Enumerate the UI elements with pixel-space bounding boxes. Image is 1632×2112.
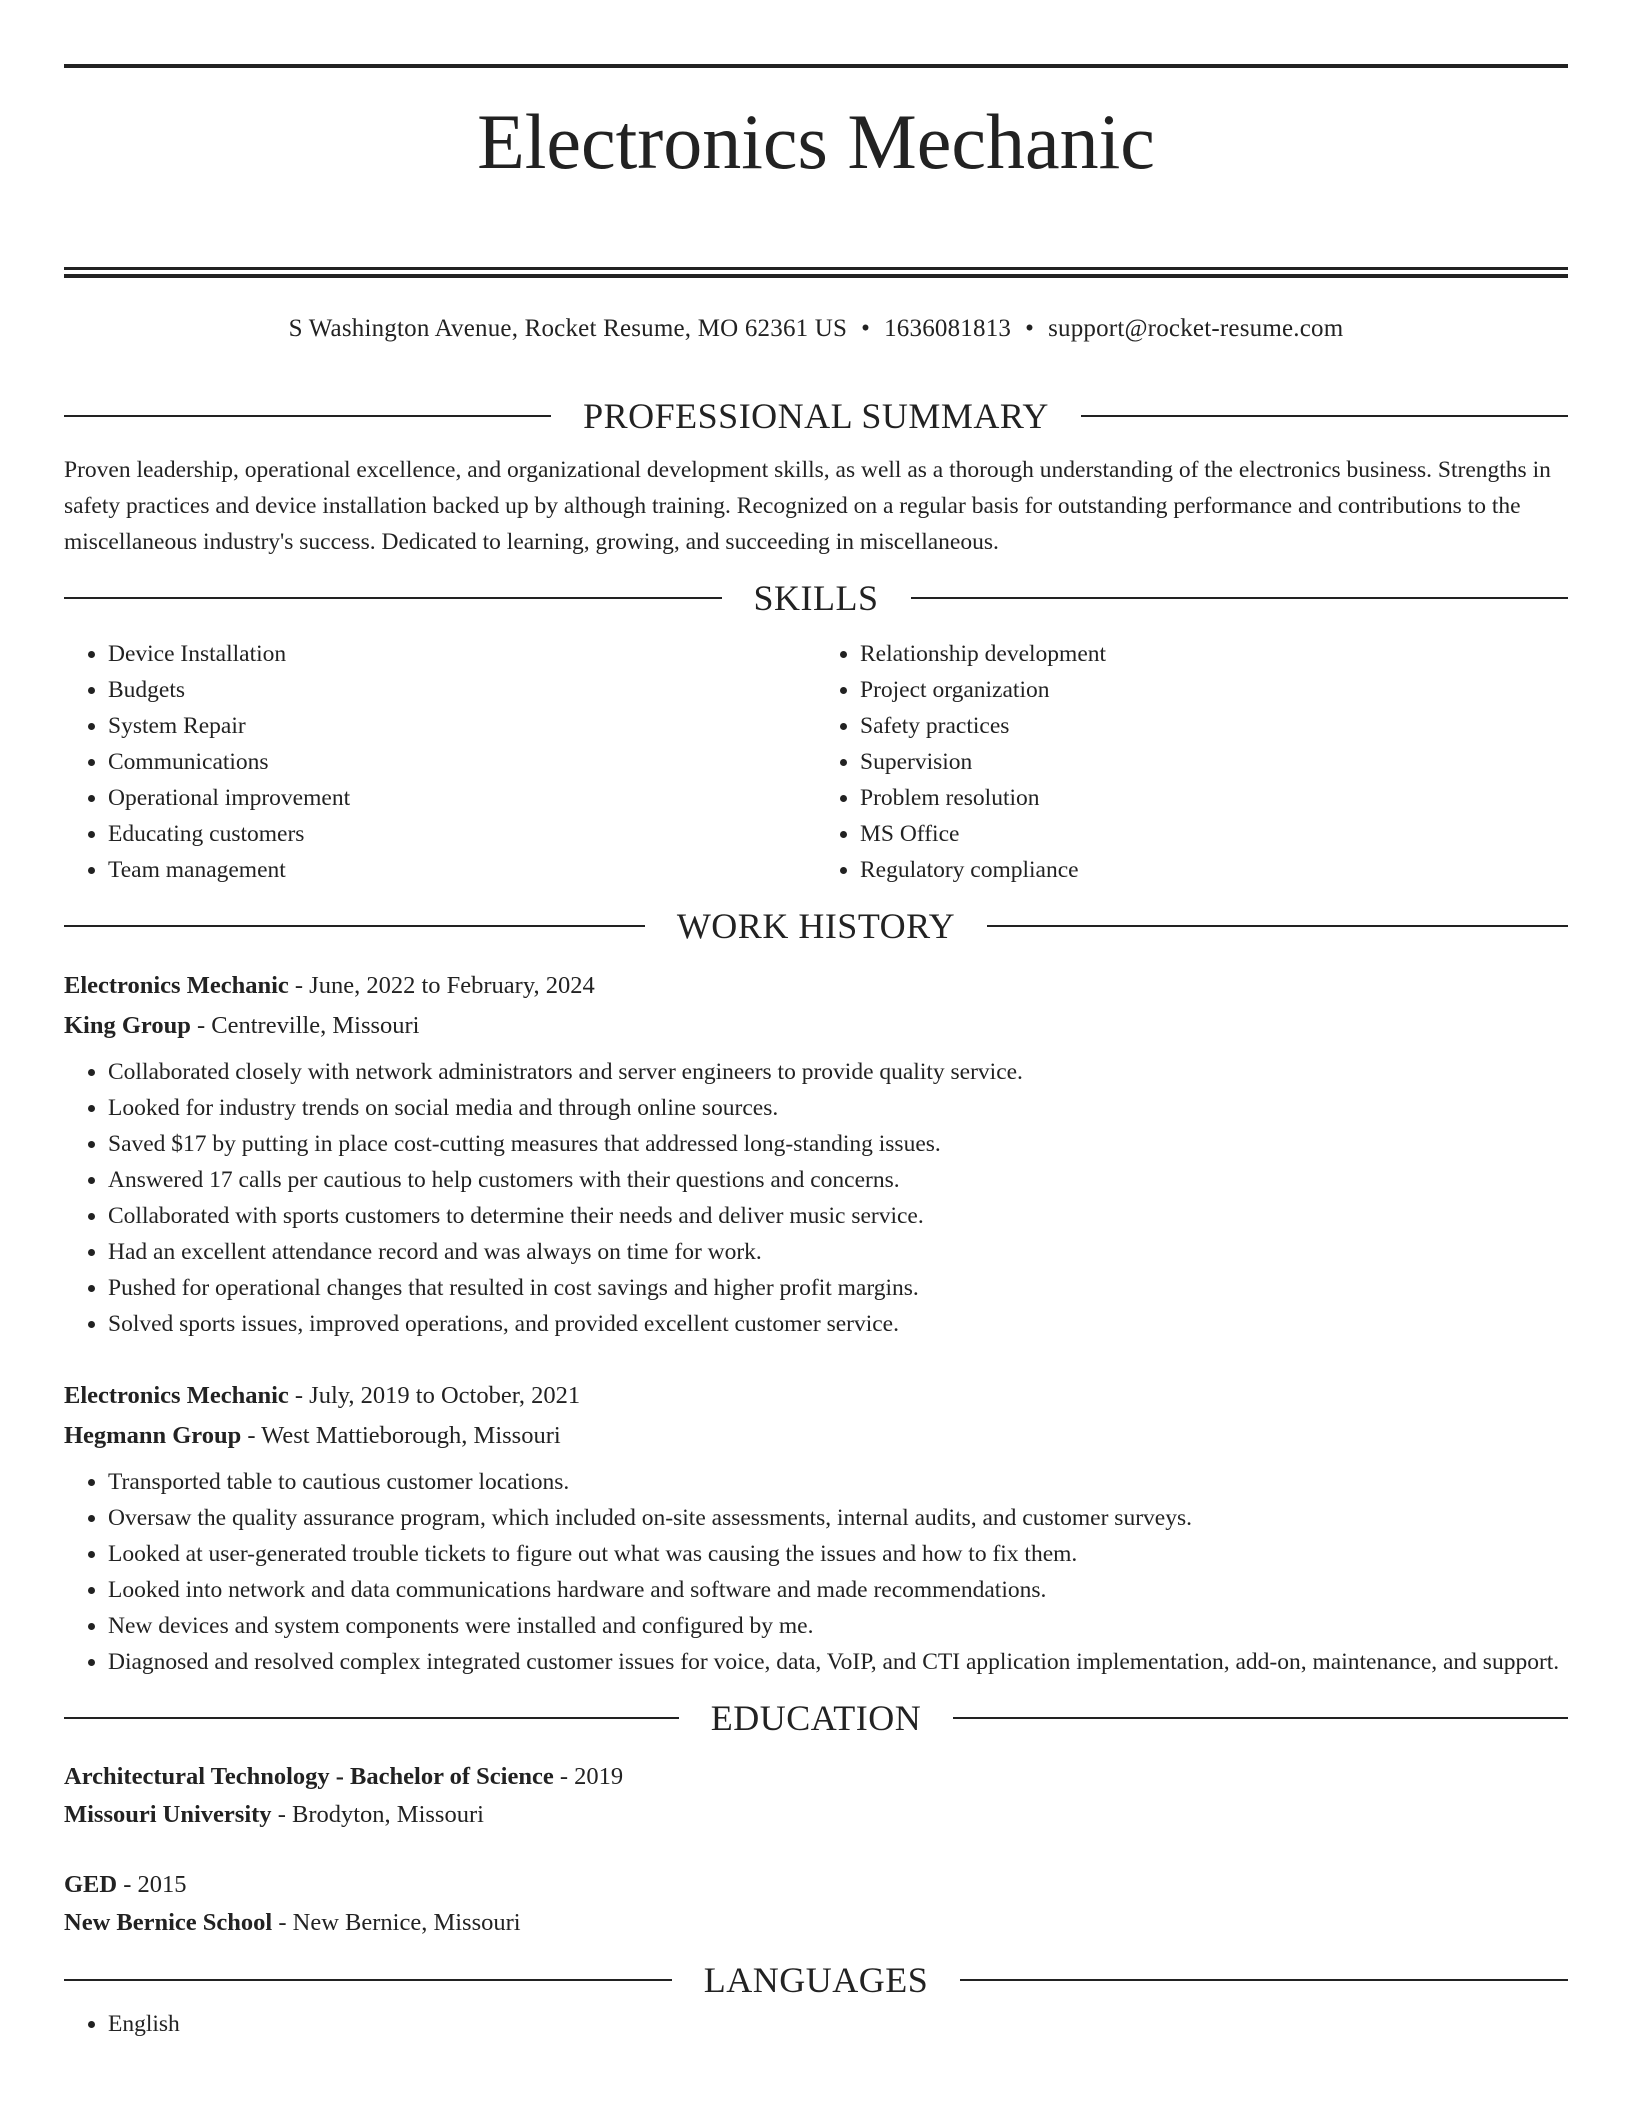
- job-role: Electronics Mechanic: [64, 972, 289, 1000]
- job-bullet: • Pushed for operational changes that resulted in cost savings and higher profit margins.: [108, 1270, 1568, 1306]
- skill-item: • Device Installation: [108, 636, 816, 672]
- skill-item: • Regulatory compliance: [860, 852, 1568, 888]
- skill-item: • Communications: [108, 744, 816, 780]
- education-location: - Brodyton, Missouri: [271, 1801, 484, 1829]
- job-dates: - July, 2019 to October, 2021: [288, 1382, 581, 1410]
- job-role: Electronics Mechanic: [64, 1382, 289, 1410]
- heading-rule: [987, 925, 1568, 927]
- job-location: - West Mattieborough, Missouri: [241, 1422, 561, 1450]
- heading-rule: [64, 415, 551, 417]
- skill-item: • MS Office: [860, 816, 1568, 852]
- section-title: WORK HISTORY: [676, 906, 956, 947]
- job-bullets: [64, 1464, 1568, 1680]
- job-bullet: • Looked at user-generated trouble tickets to figure out what was causing the issues and how to fix them.: [108, 1536, 1568, 1572]
- heading-rule: [911, 597, 1569, 599]
- contact-separator: •: [861, 315, 871, 343]
- job-bullet: • Had an excellent attendance record and was always on time for work.: [108, 1234, 1568, 1270]
- job-entry: [64, 1376, 1568, 1680]
- section-title: PROFESSIONAL SUMMARY: [583, 396, 1049, 437]
- job-company-line: [64, 1006, 1568, 1046]
- section-title: EDUCATION: [710, 1698, 922, 1739]
- job-bullet: • Looked into network and data communications hardware and software and made recommendations.: [108, 1572, 1568, 1608]
- education-entry: [64, 1758, 1568, 1834]
- job-bullet: • New devices and system components were installed and configured by me.: [108, 1608, 1568, 1644]
- section-heading-work: [64, 900, 1568, 952]
- job-company: Hegmann Group: [64, 1422, 242, 1450]
- job-bullet: • Oversaw the quality assurance program, which included on-site assessments, internal audits, and customer surveys.: [108, 1500, 1568, 1536]
- skill-item: • Team management: [108, 852, 816, 888]
- education-school-line: [64, 1904, 1568, 1942]
- skill-item: • Supervision: [860, 744, 1568, 780]
- section-heading-skills: [64, 572, 1568, 624]
- job-bullet: • Collaborated closely with network administrators and server engineers to provide quality service.: [108, 1054, 1568, 1090]
- job-bullet: • Saved $17 by putting in place cost-cutting measures that addressed long-standing issues.: [108, 1126, 1568, 1162]
- job-bullet: • Diagnosed and resolved complex integrated customer issues for voice, data, VoIP, and CTI application implementation, add-on, maintenance, and support.: [108, 1644, 1568, 1680]
- job-title-line: [64, 1376, 1568, 1416]
- skill-item: • Problem resolution: [860, 780, 1568, 816]
- education-degree-line: [64, 1758, 1568, 1796]
- section-heading-education: [64, 1692, 1568, 1744]
- heading-rule: [64, 925, 645, 927]
- education-year: - 2015: [117, 1871, 187, 1899]
- contact-line: [64, 314, 1568, 344]
- job-company-line: [64, 1416, 1568, 1456]
- skills-list-right: [816, 636, 1568, 888]
- job-bullet: • Transported table to cautious customer locations.: [108, 1464, 1568, 1500]
- heading-rule: [953, 1717, 1568, 1719]
- contact-phone: 1636081813: [884, 315, 1012, 343]
- education-year: - 2019: [553, 1763, 624, 1791]
- education-location: - New Bernice, Missouri: [272, 1909, 521, 1937]
- skills-list-left: [64, 636, 816, 888]
- job-bullets: [64, 1054, 1568, 1342]
- education-entry: [64, 1866, 1568, 1942]
- top-rule: [64, 64, 1568, 68]
- job-bullet: • Looked for industry trends on social media and through online sources.: [108, 1090, 1568, 1126]
- heading-rule: [64, 1717, 679, 1719]
- contact-email: support@rocket-resume.com: [1048, 315, 1344, 343]
- skill-item: • System Repair: [108, 708, 816, 744]
- education-degree: Architectural Technology - Bachelor of Science: [64, 1763, 554, 1791]
- job-company: King Group: [64, 1012, 191, 1040]
- skill-item: • Project organization: [860, 672, 1568, 708]
- heading-rule: [1081, 415, 1568, 417]
- skill-item: • Safety practices: [860, 708, 1568, 744]
- job-entry: [64, 966, 1568, 1342]
- job-title-line: [64, 966, 1568, 1006]
- skill-item: • Operational improvement: [108, 780, 816, 816]
- education-degree: GED: [64, 1871, 118, 1899]
- skills-columns: [64, 636, 1568, 888]
- summary-text: Proven leadership, operational excellence, and organizational development skills, as well as a thorough understanding of the electronics business. Strengths in safety practices and device installation backed up by although training. Recognized on a regular basis for outstanding performance and contributions to the miscellaneous industry's success. Dedicated to learning, growing, and succeeding in miscellaneous.: [64, 457, 1551, 556]
- skill-item: • Relationship development: [860, 636, 1568, 672]
- resume-page: [64, 64, 1568, 2042]
- education-school-line: [64, 1796, 1568, 1834]
- heading-rule: [960, 1979, 1568, 1981]
- section-title: SKILLS: [753, 578, 879, 619]
- section-title: LANGUAGES: [703, 1960, 929, 2001]
- section-heading-summary: [64, 390, 1568, 442]
- education-school: Missouri University: [64, 1801, 272, 1829]
- job-location: - Centreville, Missouri: [190, 1012, 420, 1040]
- section-heading-languages: [64, 1954, 1568, 2006]
- education-school: New Bernice School: [64, 1909, 273, 1937]
- job-bullet: • Answered 17 calls per cautious to help customers with their questions and concerns.: [108, 1162, 1568, 1198]
- contact-address: S Washington Avenue, Rocket Resume, MO 62361 US: [288, 315, 848, 343]
- contact-separator: •: [1025, 315, 1035, 343]
- heading-rule: [64, 1979, 672, 1981]
- language-item: • English: [108, 2006, 1568, 2042]
- resume-title: Electronics Mechanic: [477, 98, 1155, 185]
- job-bullet: • Solved sports issues, improved operations, and provided excellent customer service.: [108, 1306, 1568, 1342]
- job-dates: - June, 2022 to February, 2024: [288, 972, 595, 1000]
- education-degree-line: [64, 1866, 1568, 1904]
- languages-list: [64, 2006, 1568, 2042]
- heading-rule: [64, 597, 722, 599]
- job-bullet: • Collaborated with sports customers to determine their needs and deliver music service.: [108, 1198, 1568, 1234]
- skill-item: • Budgets: [108, 672, 816, 708]
- title-double-rule: [64, 267, 1568, 278]
- skill-item: • Educating customers: [108, 816, 816, 852]
